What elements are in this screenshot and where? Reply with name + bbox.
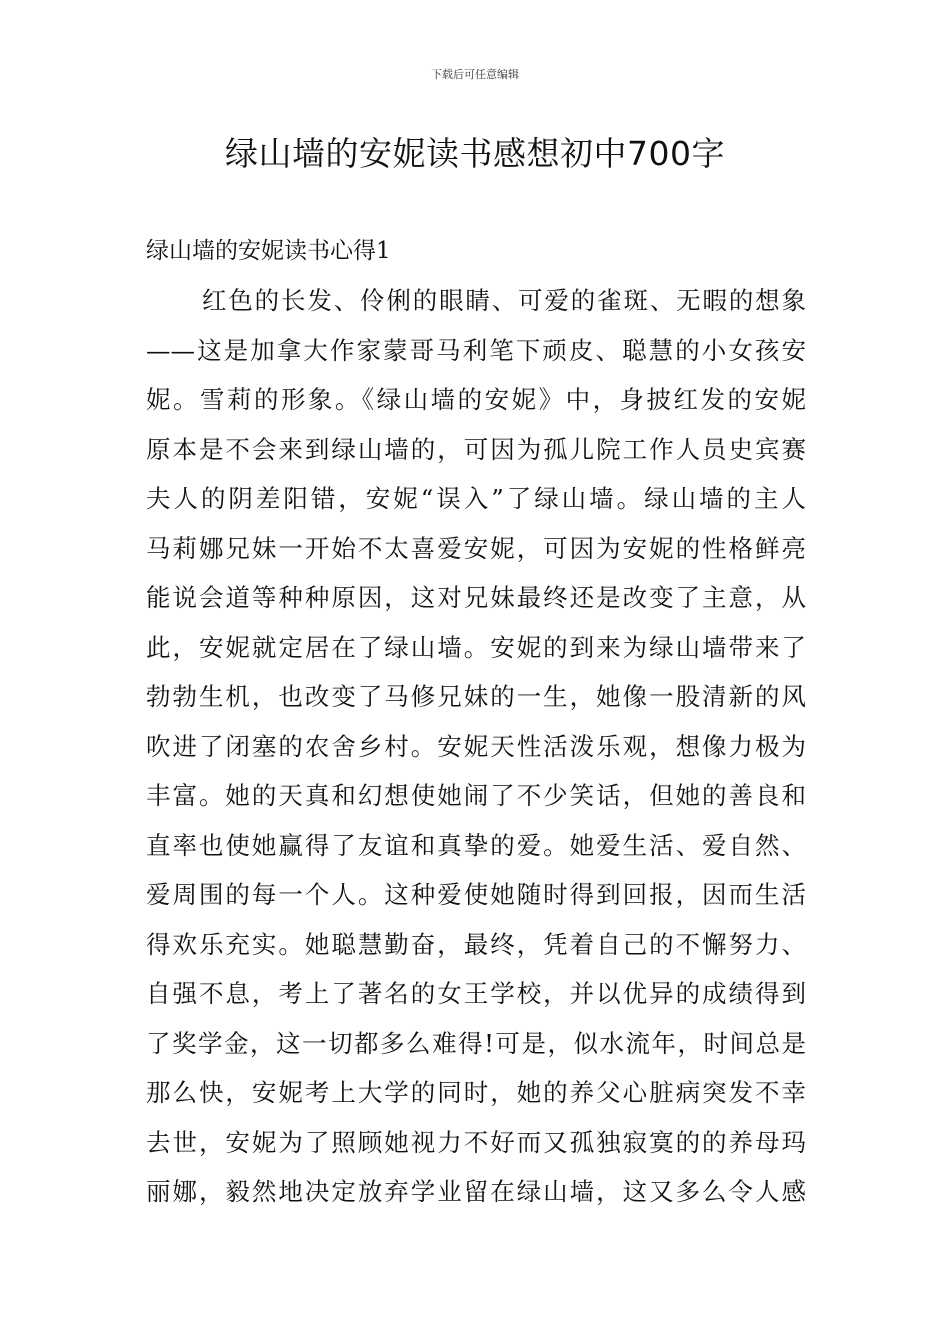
paragraph-line: 夫人的阴差阳错，安妮“误入”了绿山墙。绿山墙的主人 [146,484,806,513]
paragraph-line: 去世，安妮为了照顾她视力不好而又孤独寂寞的的养母玛 [146,1127,806,1157]
paragraph-line: 马莉娜兄妹一开始不太喜爱安妮，可因为安妮的性格鲜亮 [146,533,806,563]
paragraph-line: 吹进了闭塞的农舍乡村。安妮天性活泼乐观，想像力极为 [146,731,806,761]
paragraph-line: 丰富。她的天真和幻想使她闹了不少笑话，但她的善良和 [146,781,806,810]
paragraph-line: 原本是不会来到绿山墙的，可因为孤儿院工作人员史宾赛 [146,434,806,464]
paragraph-line: 丽娜，毅然地决定放弃学业留在绿山墙，这又多么令人感 [146,1177,806,1206]
paragraph-line: 红色的长发、伶俐的眼睛、可爱的雀斑、无暇的想象 [202,286,806,315]
paragraph-line: 直率也使她赢得了友谊和真挚的爱。她爱生活、爱自然、 [146,830,806,860]
document-title: 绿山墙的安妮读书感想初中700字 [225,134,725,173]
page-header-note: 下载后可任意编辑 [431,68,519,81]
paragraph-line: 爱周围的每一个人。这种爱使她随时得到回报，因而生活 [146,880,806,909]
paragraph-line: 勃勃生机，也改变了马修兄妹的一生，她像一股清新的风 [146,682,806,711]
paragraph-line: 得欢乐充实。她聪慧勤奋，最终，凭着自己的不懈努力、 [146,929,806,959]
paragraph-line: 那么快，安妮考上大学的同时，她的养父心脏病突发不幸 [146,1078,806,1107]
paragraph-line: ——这是加拿大作家蒙哥马利笔下顽皮、聪慧的小女孩安 [146,335,806,365]
paragraph-line: 了奖学金，这一切都多么难得!可是，似水流年，时间总是 [146,1028,806,1058]
section-heading: 绿山墙的安妮读书心得1 [146,238,391,264]
body-paragraph [146,276,806,1217]
paragraph-line: 此，安妮就定居在了绿山墙。安妮的到来为绿山墙带来了 [146,632,806,662]
paragraph-line: 妮。雪莉的形象。《绿山墙的安妮》中，身披红发的安妮 [146,385,806,414]
paragraph-line: 自强不息，考上了著名的女王学校，并以优异的成绩得到 [146,979,806,1008]
paragraph-line: 能说会道等种种原因，这对兄妹最终还是改变了主意，从 [146,583,806,612]
